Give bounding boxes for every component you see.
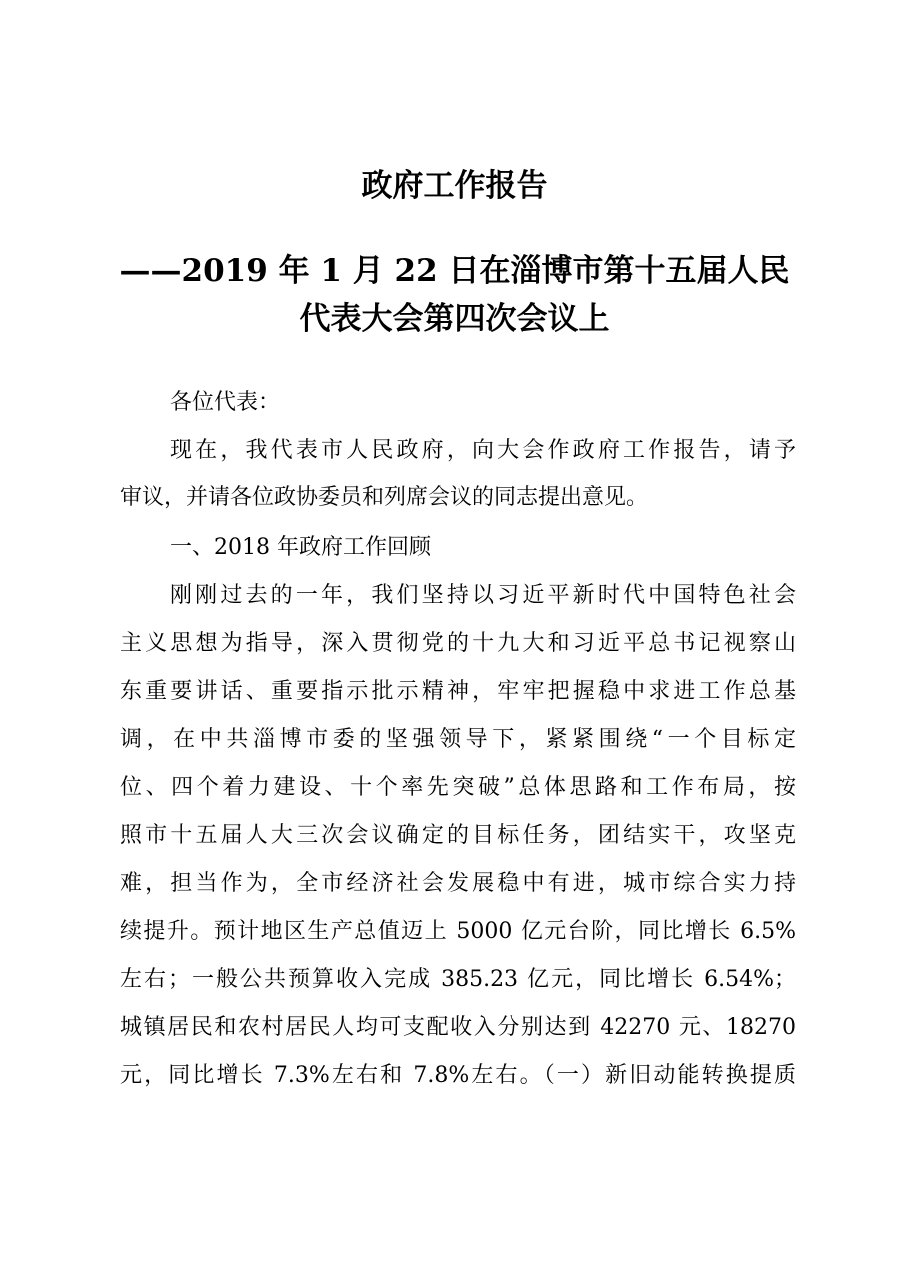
paragraph-line: 主义思想为指导，深入贯彻党的十九大和习近平总书记视察山: [120, 631, 796, 656]
paragraph-line: 调，在中共淄博市委的坚强领导下，紧紧围绕“一个目标定: [120, 727, 796, 752]
document-subtitle-line-2: 代表大会第四次会议上: [299, 301, 610, 337]
paragraph-line: 审议，并请各位政协委员和列席会议的同志提出意见。: [120, 485, 649, 510]
document-subtitle-line-1: ——2019 年 1 月 22 日在淄博市第十五届人民: [119, 253, 790, 289]
paragraph-line: 现在，我代表市人民政府，向大会作政府工作报告，请予: [170, 438, 796, 463]
paragraph-line: 东重要讲话、重要指示批示精神，牢牢把握稳中求进工作总基: [120, 679, 796, 704]
salutation: 各位代表：: [170, 390, 281, 415]
paragraph-line: 位、四个着力建设、十个率先突破”总体思路和工作布局，按: [120, 775, 796, 800]
paragraph-line: 续提升。预计地区生产总值迈上 5000 亿元台阶，同比增长 6.5%: [120, 919, 796, 944]
paragraph-line: 城镇居民和农村居民人均可支配收入分别达到 42270 元、18270: [120, 1015, 796, 1040]
document-title: 政府工作报告: [361, 168, 548, 204]
section-heading: 一、2018 年政府工作回顾: [170, 535, 431, 560]
paragraph-line: 元，同比增长 7.3%左右和 7.8%左右。（一）新旧动能转换提质: [120, 1063, 796, 1088]
paragraph-line: 刚刚过去的一年，我们坚持以习近平新时代中国特色社会: [170, 583, 796, 608]
paragraph-line: 左右；一般公共预算收入完成 385.23 亿元，同比增长 6.54%；: [120, 967, 796, 992]
paragraph-line: 照市十五届人大三次会议确定的目标任务，团结实干，攻坚克: [120, 823, 796, 848]
paragraph-line: 难，担当作为，全市经济社会发展稳中有进，城市综合实力持: [120, 871, 796, 896]
